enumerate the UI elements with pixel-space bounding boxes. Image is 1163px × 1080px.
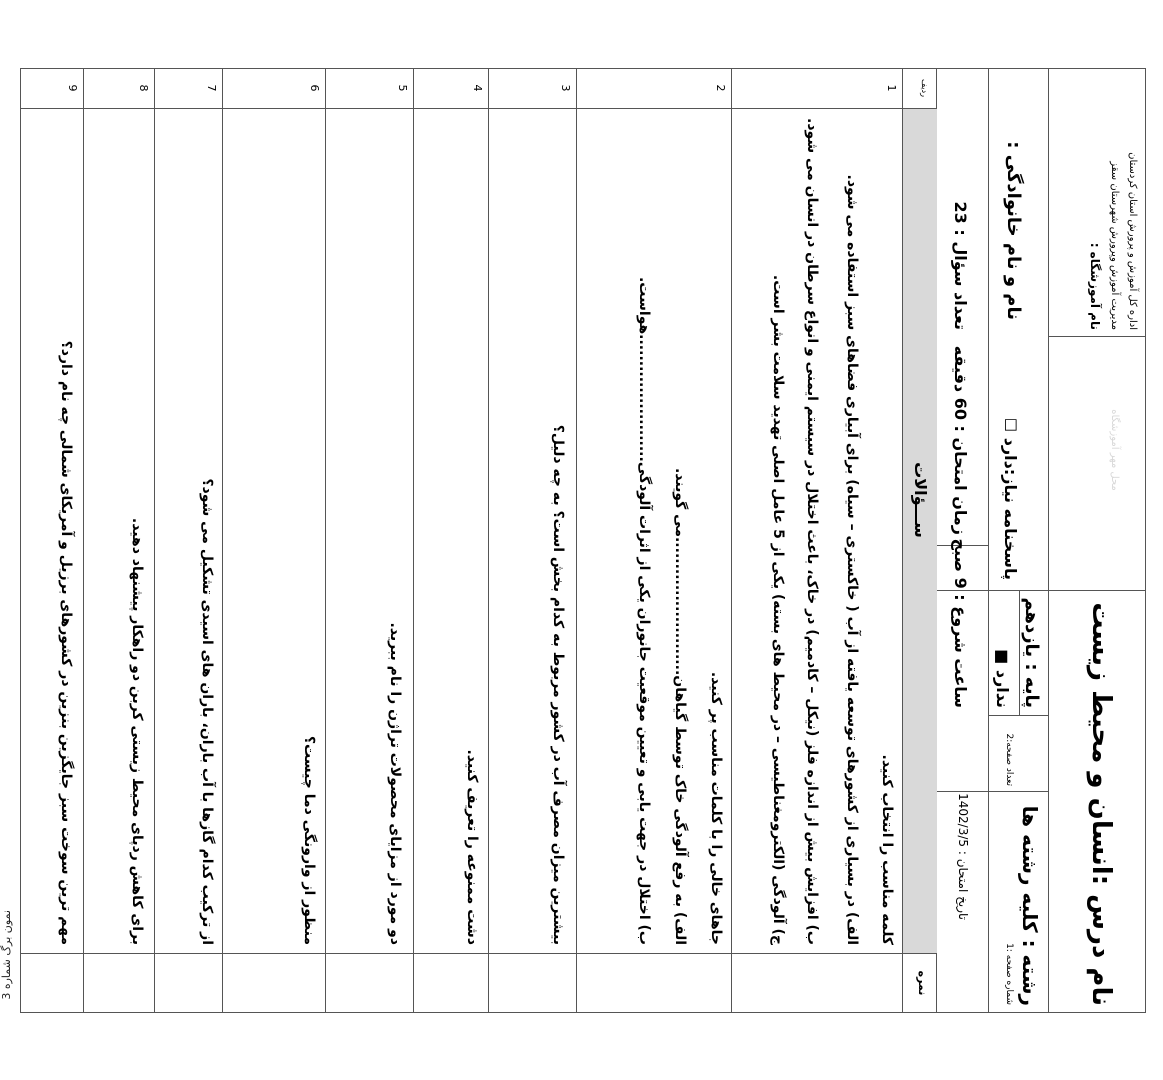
question-number: 5 xyxy=(396,84,409,92)
question-line: الف) به رفع آلودگی خاک توسط گیاهان..........................می گویند. xyxy=(672,467,688,945)
question-number: 4 xyxy=(471,84,484,92)
question-line: کلمه مناسب را انتخاب کنید. xyxy=(879,754,895,945)
answer-sheet-text: پاسخنامه نیاز:دارد xyxy=(1001,437,1020,580)
student-name-label: نام و نام خانوادگی : xyxy=(1003,141,1024,320)
score-column-header: نمره xyxy=(916,970,929,996)
question-number: 6 xyxy=(308,84,321,92)
question-line: مهم ترین سوخت سبز جایگزین بنزین در کشورهای برزیل و آمریکای شمالی چه نام دارد؟ xyxy=(58,340,74,945)
questions-count-label: تعداد سؤال : 23 xyxy=(951,201,970,330)
org-line-1: اداره کل آموزش و پرورش استان کردستان xyxy=(1127,152,1138,330)
question-number: 8 xyxy=(137,84,150,92)
page-number-label: شماره صفحه :1 xyxy=(1004,943,1014,1005)
answer-sheet-none xyxy=(990,598,1012,708)
question-number: 3 xyxy=(559,84,572,92)
start-time-label: ساعت شروع : 9 صبح xyxy=(951,538,970,708)
answer-sheet-has-checkbox[interactable]: ☐ xyxy=(1001,417,1020,433)
exam-date-label: تاریخ امتحان : 1402/3/5 xyxy=(956,793,970,920)
answer-sheet-label xyxy=(996,340,1020,580)
form-number-note: نمون برگ شماره 3 xyxy=(0,910,13,1000)
question-number: 9 xyxy=(66,84,79,92)
question-line: منظور از وارونگی دما چیست؟ xyxy=(301,735,317,945)
question-line: از ترکیب کدام گازها با آب باران، باران های اسیدی تشکیل می شود؟ xyxy=(199,478,215,945)
question-line: دو مورد از مزایای محصولات تراژن را نام ببرید. xyxy=(387,622,403,945)
question-line: دشت ممنوعه را تعریف کنید. xyxy=(464,749,480,945)
question-line: ب) اختلال در جهت یابی و تعیین موقعیت جانوران یکی از اثرات آلودگی........................هواست. xyxy=(636,276,652,945)
question-line: الف) در بسیاری از کشورهای توسعه یافته از آب ( خاکستری – سیاه) برای آبیاری فضاهای سبز استفاده می شود. xyxy=(844,174,860,945)
question-line: ج) آلودگی (الکترومغناطیسی – در محیط های بسته) یکی از 5 عامل اصلی تهدید سلامت بشر است. xyxy=(770,274,786,945)
question-number: 7 xyxy=(205,84,218,92)
course-title: نام درس :انسان و محیط زیست xyxy=(1086,602,1116,1006)
question-number: 1 xyxy=(885,84,898,92)
page-border xyxy=(20,68,1146,1013)
question-line: ب) افزایش بیش از اندازه فلز (نیکل – کادمیم) در خاک، باعث اختلال در سیستم ایمنی و انواع سرطان در انسان می شود. xyxy=(804,118,820,945)
questions-column-header: ســـؤالات xyxy=(911,462,930,538)
school-stamp-area: محل مهر آموزشگاه xyxy=(1109,409,1120,491)
major-label: رشته : کلیه رشته ها xyxy=(1018,805,1042,1006)
question-line: برای کاهش ردپای محیط زیستی کربن دو راهکار پیشنهاد دهید. xyxy=(129,517,145,945)
org-line-2: مدیریت آموزش وپرورش شهرستان سقز xyxy=(1109,161,1120,330)
exam-duration-label: زمان امتحان : 60 دقیقه xyxy=(951,345,970,535)
row-column-header: ردیف xyxy=(920,79,929,97)
question-number: 2 xyxy=(714,84,727,92)
pages-count-label: تعداد صفحه:2 xyxy=(1004,733,1014,786)
grade-label: پایه : یازدهم xyxy=(1021,597,1042,708)
question-line: بیشترین میزان مصرف آب در کشور مربوط به کدام بخش است؟ به چه دلیل؟ xyxy=(550,424,566,945)
question-line: جاهای خالی را با کلمات مناسب پر کنید. xyxy=(708,671,724,945)
school-label: نام آموزشگاه : xyxy=(1088,242,1102,330)
answer-sheet-none-checkbox[interactable]: ■ xyxy=(993,649,1012,665)
answer-sheet-none-label: ندارد xyxy=(993,669,1012,708)
